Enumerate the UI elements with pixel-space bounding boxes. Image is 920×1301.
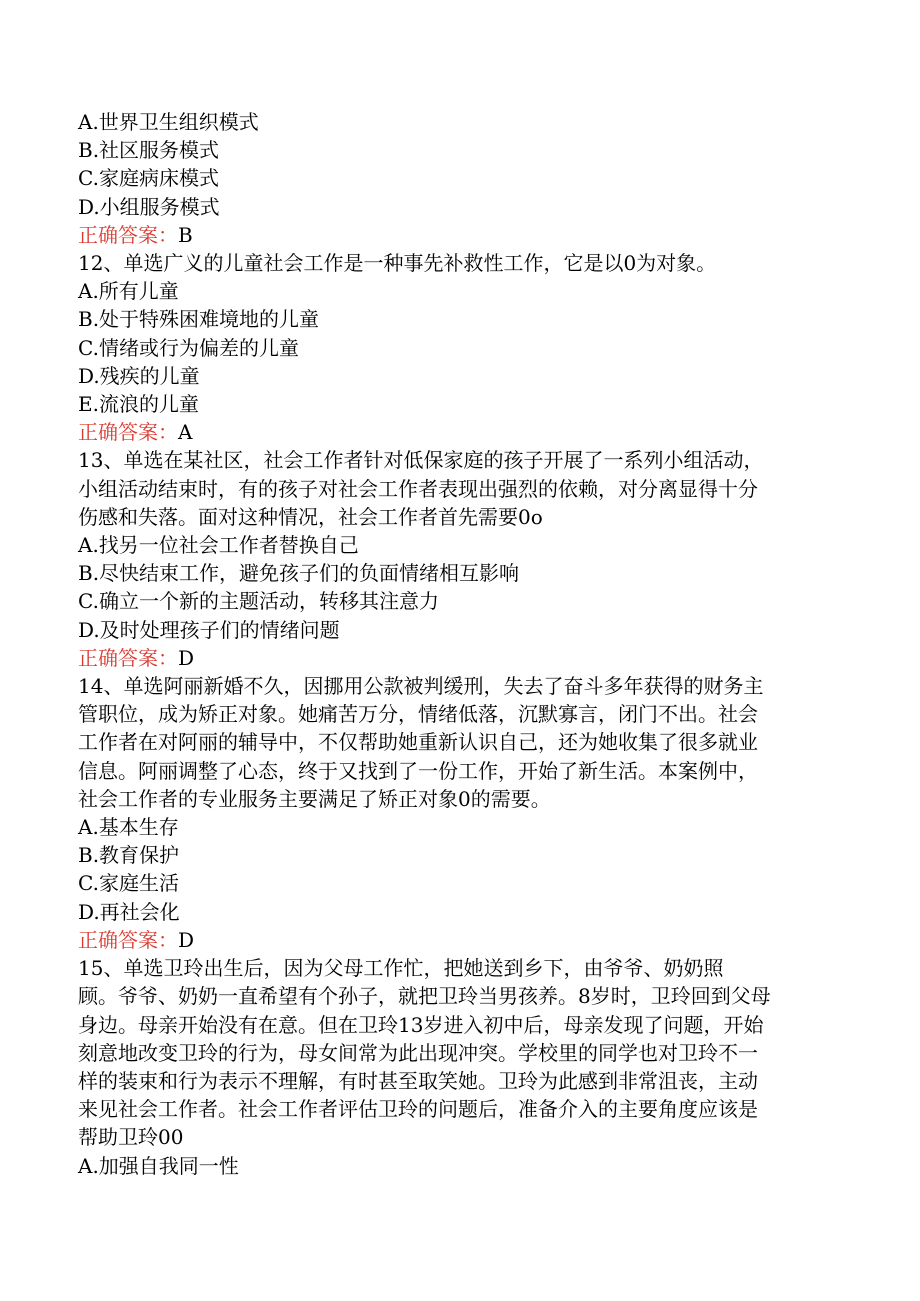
answer-label: 正确答案： bbox=[78, 645, 178, 670]
option-d: D.小组服务模式 bbox=[78, 194, 220, 219]
option-a: A.找另一位社会工作者替换自己 bbox=[78, 533, 359, 558]
option-d: D.及时处理孩子们的情绪问题 bbox=[78, 617, 340, 642]
question-text-line: 15、单选卫玲出生后，因为父母工作忙，把她送到乡下，由爷爷、奶奶照 bbox=[78, 956, 724, 981]
option-c: C.情绪或行为偏差的儿童 bbox=[78, 335, 299, 360]
question-text-line: 14、单选阿丽新婚不久，因挪用公款被判缓刑，失去了奋斗多年获得的财务主 bbox=[78, 674, 764, 699]
option-e: E.流浪的儿童 bbox=[78, 392, 199, 417]
question-block-14 bbox=[78, 672, 868, 954]
question-text-line: 社会工作者的专业服务主要满足了矫正对象0的需要。 bbox=[78, 786, 551, 811]
option-c: C.家庭病床模式 bbox=[78, 166, 219, 191]
option-a: A.世界卫生组织模式 bbox=[78, 110, 259, 134]
answer-value: A bbox=[178, 420, 193, 445]
question-text-line: 13、单选在某社区，社会工作者针对低保家庭的孩子开展了一系列小组活动， bbox=[78, 448, 764, 473]
option-b: B.教育保护 bbox=[78, 843, 180, 868]
option-c: C.家庭生活 bbox=[78, 871, 179, 896]
option-a: A.加强自我同一性 bbox=[78, 1153, 239, 1178]
answer-value: D bbox=[178, 645, 195, 670]
option-d: D.再社会化 bbox=[78, 899, 180, 924]
answer-label: 正确答案： bbox=[78, 927, 178, 952]
question-block-12 bbox=[78, 249, 868, 446]
question-text-line: 伤感和失落。面对这种情况，社会工作者首先需要0o bbox=[78, 504, 543, 529]
question-text-line: 小组活动结束时，有的孩子对社会工作者表现出强烈的依赖，对分离显得十分 bbox=[78, 476, 758, 501]
question-text-line: 帮助卫玲00 bbox=[78, 1125, 184, 1150]
question-block-11 bbox=[78, 108, 868, 249]
question-text-line: 管职位，成为矫正对象。她痛苦万分，情绪低落，沉默寡言，闭门不出。社会 bbox=[78, 702, 758, 727]
correct-answer bbox=[78, 644, 868, 672]
answer-label: 正确答案： bbox=[78, 222, 178, 247]
question-text-line: 顾。爷爷、奶奶一直希望有个孙子，就把卫玲当男孩养。8岁时，卫玲回到父母 bbox=[78, 984, 771, 1009]
option-b: B.社区服务模式 bbox=[78, 138, 220, 163]
question-block-15 bbox=[78, 954, 868, 1180]
option-b: B.处于特殊困难境地的儿童 bbox=[78, 307, 320, 332]
question-text-line: 样的装束和行为表示不理解，有时甚至取笑她。卫玲为此感到非常沮丧，主动 bbox=[78, 1068, 758, 1093]
question-text-line: 刻意地改变卫玲的行为，母女间常为此出现冲突。学校里的同学也对卫玲不一 bbox=[78, 1040, 758, 1065]
option-c: C.确立一个新的主题活动，转移其注意力 bbox=[78, 589, 439, 614]
correct-answer bbox=[78, 221, 868, 249]
option-a: A.基本生存 bbox=[78, 815, 179, 840]
exam-content bbox=[78, 108, 868, 1180]
question-text-line: 工作者在对阿丽的辅导中，不仅帮助她重新认识自己，还为她收集了很多就业 bbox=[78, 730, 758, 755]
question-block-13 bbox=[78, 446, 868, 672]
question-text-line: 信息。阿丽调整了心态，终于又找到了一份工作，开始了新生活。本案例中， bbox=[78, 758, 758, 783]
correct-answer bbox=[78, 418, 868, 446]
answer-value: D bbox=[178, 927, 195, 952]
answer-value: B bbox=[178, 222, 193, 247]
option-d: D.残疾的儿童 bbox=[78, 363, 200, 388]
question-text-line: 身边。母亲开始没有在意。但在卫玲13岁进入初中后，母亲发现了问题，开始 bbox=[78, 1012, 764, 1037]
option-b: B.尽快结束工作，避免孩子们的负面情绪相互影响 bbox=[78, 561, 520, 586]
answer-label: 正确答案： bbox=[78, 420, 178, 445]
option-a: A.所有儿童 bbox=[78, 279, 179, 304]
question-text-line: 来见社会工作者。社会工作者评估卫玲的问题后，准备介入的主要角度应该是 bbox=[78, 1097, 758, 1122]
question-text: 12、单选广义的儿童社会工作是一种事先补救性工作，它是以0为对象。 bbox=[78, 251, 717, 276]
correct-answer bbox=[78, 926, 868, 954]
